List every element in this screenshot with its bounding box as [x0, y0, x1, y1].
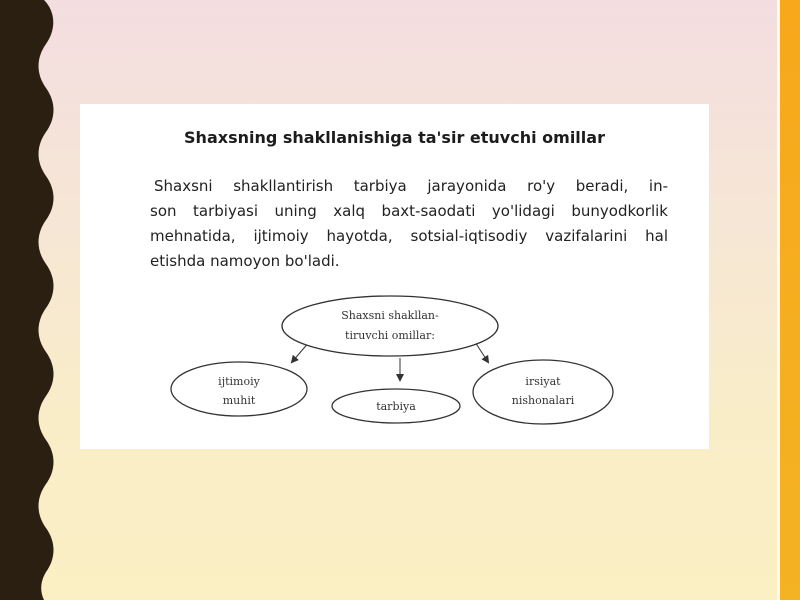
center-node-line2: tiruvchi omillar: — [345, 329, 435, 342]
paragraph-line: Shaxsni shakllantirish tarbiya jarayonida ro'y beradi, in- — [154, 177, 668, 195]
right-node-line1: irsiyat — [525, 375, 561, 388]
left-node-line1: ijtimoiy — [218, 375, 260, 388]
middle-node — [332, 389, 460, 423]
left-node-line2: muhit — [222, 394, 256, 407]
decorative-wave-border — [0, 0, 70, 600]
paragraph-line: mehnatida, ijtimoiy hayotda, sotsial-iqtisodiy vazifalarini hal — [150, 227, 668, 245]
content-card — [80, 104, 709, 449]
middle-node-line1: tarbiya — [376, 400, 416, 413]
center-node-line1: Shaxsni shakllan- — [341, 309, 439, 322]
center-node — [282, 296, 498, 356]
factors-diagram — [80, 104, 709, 449]
right-node-line2: nishonalari — [511, 394, 575, 407]
accent-bar-right — [780, 0, 800, 600]
arrow-to-right — [475, 342, 488, 362]
slide-title: Shaxsning shakllanishiga ta'sir etuvchi omillar — [184, 128, 605, 147]
left-node — [171, 362, 307, 416]
right-node — [473, 360, 613, 424]
paragraph-line: son tarbiyasi uning xalq baxt-saodati yo'lidagi bunyodkorlik — [150, 202, 668, 220]
paragraph-line: etishda namoyon bo'ladi. — [150, 252, 340, 270]
